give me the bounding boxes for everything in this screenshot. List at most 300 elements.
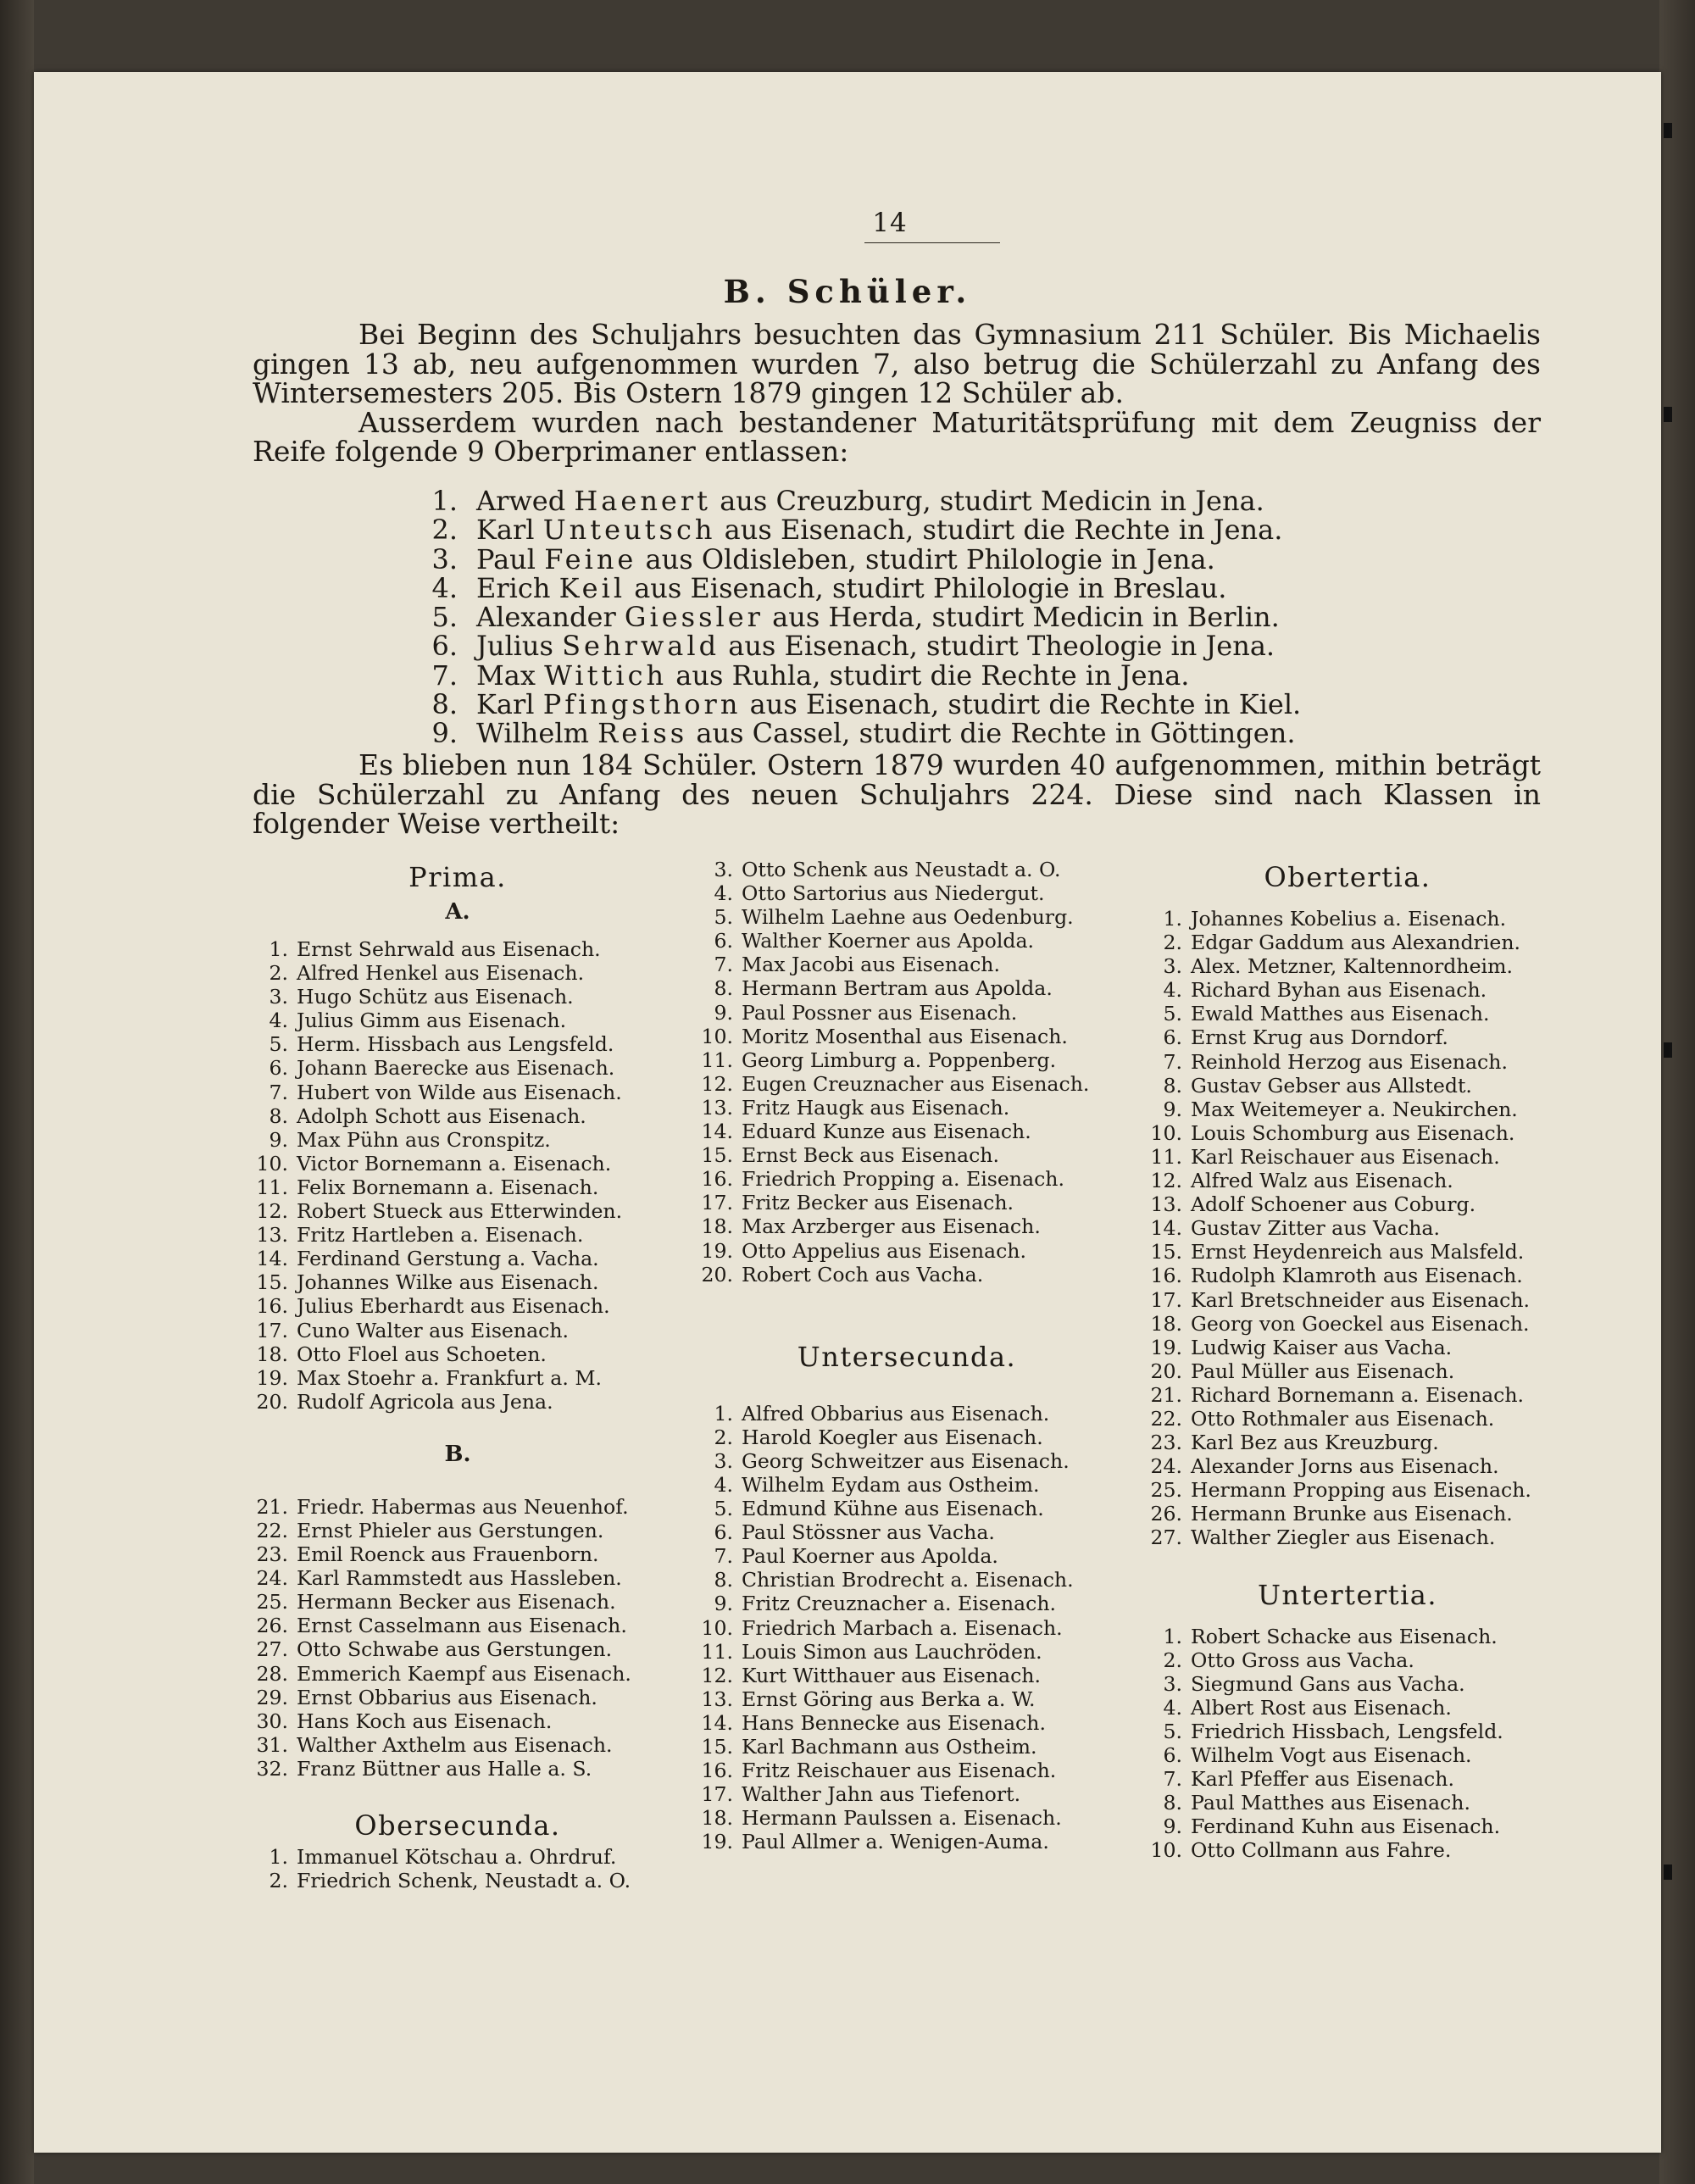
student-name: Paul Koerner aus Apolda. (742, 1544, 998, 1569)
student-row (246, 1247, 670, 1270)
student-name: Ernst Heydenreich aus Malsfeld. (1191, 1240, 1525, 1264)
student-row (1140, 1743, 1555, 1767)
graduate-number: 7. (431, 659, 458, 692)
student-number: 6. (1163, 1025, 1182, 1050)
student-name: Kurt Witthauer aus Eisenach. (742, 1663, 1041, 1687)
student-number: 23. (1150, 1431, 1182, 1455)
student-name: Otto Collmann aus Fahre. (1191, 1838, 1452, 1863)
student-number: 13. (701, 1687, 733, 1711)
student-name: Paul Stössner aus Vacha. (742, 1520, 995, 1545)
student-row (691, 953, 1123, 976)
student-number: 19. (256, 1365, 288, 1390)
graduate-first-name: Karl (476, 514, 535, 547)
student-name: Walther Koerner aus Apolda. (742, 929, 1035, 953)
student-row (691, 1120, 1123, 1143)
student-number: 16. (701, 1759, 733, 1783)
student-number: 26. (1150, 1502, 1182, 1526)
student-number: 17. (1150, 1287, 1182, 1312)
student-row (1140, 1383, 1555, 1407)
student-name: Alfred Walz aus Eisenach. (1191, 1169, 1453, 1193)
student-row (691, 929, 1123, 953)
student-number: 12. (1150, 1169, 1182, 1193)
student-name: Rudolf Agricola aus Jena. (297, 1389, 553, 1414)
graduate-details: aus Eisenach, studirt die Rechte in Kiel. (749, 688, 1302, 721)
student-row (1140, 1025, 1555, 1049)
student-name: Friedrich Schenk, Neustadt a. O. (297, 1869, 631, 1893)
student-row (246, 1319, 670, 1342)
student-row (1140, 954, 1555, 978)
student-name: Friedr. Habermas aus Neuenhof. (297, 1494, 629, 1519)
binding-mark (1664, 1042, 1672, 1058)
student-name: Hans Bennecke aus Eisenach. (742, 1710, 1046, 1735)
student-row (246, 1662, 670, 1686)
graduate-details: aus Eisenach, studirt Theologie in Jena. (728, 630, 1275, 663)
student-number: 10. (1150, 1120, 1182, 1145)
student-number: 11. (701, 1048, 733, 1072)
student-row (246, 985, 670, 1009)
student-row (1140, 1814, 1555, 1838)
student-number: 1. (269, 937, 288, 961)
student-number: 20. (701, 1262, 733, 1287)
student-number: 18. (701, 1214, 733, 1239)
student-number: 19. (1150, 1335, 1182, 1359)
graduate-details: aus Ruhla, studirt die Rechte in Jena. (675, 659, 1190, 692)
student-row (1140, 1502, 1555, 1525)
student-row (1140, 1002, 1555, 1025)
student-row (246, 1869, 670, 1892)
student-name: Johannes Kobelius a. Eisenach. (1191, 907, 1507, 931)
student-name: Cuno Walter aus Eisenach. (297, 1318, 570, 1342)
student-row (246, 1032, 670, 1056)
student-number: 7. (1163, 1767, 1182, 1792)
student-name: Edgar Gaddum aus Alexandrien. (1191, 931, 1521, 955)
student-row (1140, 978, 1555, 1002)
student-row (1140, 1478, 1555, 1502)
student-name: Friedrich Hissbach, Lengsfeld. (1191, 1719, 1503, 1743)
student-name: Karl Reischauer aus Eisenach. (1191, 1144, 1500, 1169)
student-number: 2. (1163, 1648, 1182, 1672)
student-name: Wilhelm Laehne aus Oedenburg. (742, 905, 1074, 930)
student-row (691, 1143, 1123, 1167)
student-row (1140, 1767, 1555, 1791)
student-row (246, 1495, 670, 1519)
student-row (1140, 1720, 1555, 1743)
student-name: Hermann Brunke aus Eisenach. (1191, 1502, 1513, 1526)
student-row (246, 1199, 670, 1223)
student-name: Johannes Wilke aus Eisenach. (297, 1270, 599, 1295)
graduate-number: 6. (431, 630, 458, 663)
student-name: Hermann Propping aus Eisenach. (1191, 1478, 1531, 1503)
student-name: Wilhelm Eydam aus Ostheim. (742, 1472, 1040, 1497)
student-row (1140, 1696, 1555, 1720)
student-row (1140, 1359, 1555, 1383)
student-name: Ernst Göring aus Berka a. W. (742, 1687, 1036, 1711)
student-row (1140, 907, 1555, 931)
student-name: Ernst Casselmann aus Eisenach. (297, 1614, 627, 1638)
student-number: 1. (269, 1845, 288, 1869)
graduate-surname: Sehrwald (562, 630, 720, 663)
student-name: Otto Floel aus Schoeten. (297, 1342, 547, 1366)
student-number: 27. (256, 1637, 288, 1662)
graduate-surname: Giessler (624, 601, 764, 634)
student-row (246, 1081, 670, 1104)
student-number: 8. (714, 1568, 733, 1592)
graduate-number: 5. (431, 601, 458, 634)
student-number: 4. (1163, 978, 1182, 1003)
student-number: 3. (1163, 1671, 1182, 1696)
graduate-first-name: Paul (476, 542, 536, 575)
student-row (246, 1614, 670, 1637)
student-row (691, 976, 1123, 1000)
student-number: 12. (701, 1071, 733, 1096)
student-row (691, 1214, 1123, 1238)
student-number: 6. (269, 1056, 288, 1081)
student-number: 3. (1163, 954, 1182, 979)
student-row (691, 1687, 1123, 1711)
student-number: 28. (256, 1661, 288, 1686)
graduate-details: aus Creuzburg, studirt Medicin in Jena. (720, 485, 1264, 517)
student-name: Herm. Hissbach aus Lengsfeld. (297, 1032, 614, 1057)
student-name: Hubert von Wilde aus Eisenach. (297, 1080, 622, 1104)
page-number: 14 (872, 208, 908, 238)
student-row (246, 1757, 670, 1781)
student-name: Otto Sartorius aus Niedergut. (742, 881, 1045, 906)
graduate-list (398, 486, 1500, 748)
student-name: Karl Pfeffer aus Eisenach. (1191, 1767, 1454, 1792)
student-row (1140, 1407, 1555, 1431)
student-name: Otto Schenk aus Neustadt a. O. (742, 858, 1061, 881)
student-number: 13. (701, 1095, 733, 1120)
student-row (246, 1709, 670, 1733)
student-row (1140, 1791, 1555, 1814)
student-row (691, 1025, 1123, 1048)
student-number: 17. (256, 1318, 288, 1342)
student-row (246, 1566, 670, 1590)
student-row (691, 1001, 1123, 1025)
student-name: Paul Matthes aus Eisenach. (1191, 1791, 1470, 1815)
student-name: Otto Rothmaler aus Eisenach. (1191, 1406, 1495, 1431)
student-name: Otto Gross aus Vacha. (1191, 1648, 1414, 1672)
student-name: Rudolph Klamroth aus Eisenach. (1191, 1264, 1523, 1288)
student-row (691, 1616, 1123, 1640)
student-number: 10. (701, 1024, 733, 1048)
student-name: Immanuel Kötschau a. Ohrdruf. (297, 1845, 617, 1869)
student-row (1140, 1454, 1555, 1478)
graduate-item (398, 601, 1500, 634)
student-number: 1. (1163, 1624, 1182, 1648)
student-number: 11. (1150, 1144, 1182, 1169)
student-row (1140, 1216, 1555, 1240)
student-row (691, 1735, 1123, 1759)
student-name: Alex. Metzner, Kaltennordheim. (1191, 954, 1513, 979)
graduate-details: aus Eisenach, studirt die Rechte in Jena. (724, 514, 1283, 547)
student-number: 8. (269, 1103, 288, 1128)
student-number: 7. (269, 1080, 288, 1104)
graduate-item (398, 514, 1500, 547)
class-heading-untersecunda: Untersecunda. (797, 1340, 1017, 1373)
column-middle (691, 858, 1123, 1853)
student-name: Hans Koch aus Eisenach. (297, 1709, 553, 1733)
student-row (691, 1402, 1123, 1425)
student-name: Ernst Sehrwald aus Eisenach. (297, 937, 601, 961)
student-name: Walther Ziegler aus Eisenach. (1191, 1525, 1496, 1550)
graduate-first-name: Arwed (476, 485, 566, 517)
student-name: Ernst Phieler aus Gerstungen. (297, 1518, 604, 1542)
student-name: Otto Appelius aus Eisenach. (742, 1238, 1026, 1263)
graduate-surname: Haenert (574, 485, 712, 517)
student-number: 16. (256, 1294, 288, 1319)
student-number: 21. (1150, 1382, 1182, 1407)
class-heading-obertertia: Obertertia. (1264, 861, 1431, 893)
student-row (1140, 1169, 1555, 1192)
graduate-first-name: Julius (476, 630, 553, 663)
student-number: 22. (256, 1518, 288, 1542)
graduate-item (398, 630, 1500, 663)
student-row (246, 1270, 670, 1294)
student-name: Paul Allmer a. Wenigen-Auma. (742, 1830, 1049, 1854)
student-name: Fritz Creuznacher a. Eisenach. (742, 1592, 1057, 1616)
student-name: Edmund Kühne aus Eisenach. (742, 1497, 1044, 1521)
student-row (1140, 1838, 1555, 1862)
student-row (246, 1175, 670, 1199)
student-number: 14. (1150, 1216, 1182, 1241)
graduate-number: 4. (431, 571, 458, 604)
student-number: 4. (269, 1009, 288, 1033)
student-number: 1. (1163, 907, 1182, 931)
graduate-surname: Feine (544, 542, 637, 575)
subgroup-heading-b: B. (444, 1441, 471, 1467)
student-number: 15. (701, 1143, 733, 1168)
student-number: 2. (269, 1869, 288, 1893)
student-name: Friedrich Marbach a. Eisenach. (742, 1615, 1063, 1640)
student-number: 14. (701, 1120, 733, 1144)
student-number: 6. (1163, 1743, 1182, 1767)
student-number: 18. (701, 1806, 733, 1831)
student-name: Alfred Obbarius aus Eisenach. (742, 1401, 1050, 1425)
student-number: 17. (701, 1191, 733, 1215)
student-number: 9. (714, 1592, 733, 1616)
student-row (246, 1152, 670, 1175)
student-row (1140, 1074, 1555, 1098)
student-name: Richard Byhan aus Eisenach. (1191, 978, 1487, 1003)
student-row (691, 1520, 1123, 1544)
scan-right-margin (1659, 0, 1695, 2184)
student-name: Robert Stueck aus Etterwinden. (297, 1199, 623, 1224)
student-row (1140, 1192, 1555, 1216)
student-row (691, 1048, 1123, 1072)
intro-block (253, 320, 1541, 467)
student-name: Karl Rammstedt aus Hassleben. (297, 1566, 622, 1591)
student-number: 17. (701, 1782, 733, 1807)
student-number: 5. (714, 1497, 733, 1521)
student-name: Emmerich Kaempf aus Eisenach. (297, 1661, 631, 1686)
graduate-first-name: Wilhelm (476, 717, 589, 750)
student-number: 9. (1163, 1814, 1182, 1839)
class-heading-untertertia: Untertertia. (1257, 1578, 1438, 1611)
student-number: 5. (269, 1032, 288, 1057)
student-number: 11. (256, 1175, 288, 1199)
student-number: 14. (256, 1247, 288, 1271)
student-row (1140, 1525, 1555, 1549)
student-number: 3. (714, 1448, 733, 1473)
student-name: Alfred Henkel aus Eisenach. (297, 961, 585, 986)
column-left (246, 858, 670, 1892)
student-row (691, 1191, 1123, 1214)
graduate-item (398, 542, 1500, 575)
graduate-details: aus Oldisleben, studirt Philologie in Jena. (645, 542, 1215, 575)
student-number: 7. (714, 953, 733, 977)
student-row (691, 1096, 1123, 1120)
student-name: Georg Limburg a. Poppenberg. (742, 1048, 1057, 1072)
student-name: Ludwig Kaiser aus Vacha. (1191, 1335, 1453, 1359)
graduate-surname: Unteutsch (542, 514, 716, 547)
graduate-surname: Wittich (544, 659, 668, 692)
student-number: 6. (714, 1520, 733, 1545)
student-number: 30. (256, 1709, 288, 1733)
student-name: Ewald Matthes aus Eisenach. (1191, 1002, 1490, 1026)
student-number: 8. (714, 976, 733, 1001)
student-row (246, 1686, 670, 1709)
student-row (246, 1223, 670, 1247)
student-number: 26. (256, 1614, 288, 1638)
graduate-item (398, 661, 1500, 690)
student-row (691, 1830, 1123, 1853)
student-name: Ernst Obbarius aus Eisenach. (297, 1685, 597, 1709)
graduate-item (398, 571, 1500, 604)
student-row (246, 1128, 670, 1152)
student-name: Hermann Paulssen a. Eisenach. (742, 1806, 1062, 1831)
student-name: Ernst Beck aus Eisenach. (742, 1143, 999, 1168)
student-name: Paul Possner aus Eisenach. (742, 1000, 1018, 1025)
student-row (691, 881, 1123, 905)
student-number: 13. (1150, 1192, 1182, 1217)
intro-paragraph-2: Ausserdem wurden nach bestandener Maturitätsprüfung mit dem Zeugniss der Reife folgende 9 Oberprimaner entlassen: (253, 405, 1541, 468)
student-name: Albert Rost aus Eisenach. (1191, 1695, 1452, 1720)
student-name: Julius Gimm aus Eisenach. (297, 1009, 567, 1033)
student-row (246, 1056, 670, 1080)
student-number: 4. (1163, 1695, 1182, 1720)
student-number: 27. (1150, 1525, 1182, 1550)
graduate-number: 3. (431, 542, 458, 575)
graduate-surname: Keil (559, 571, 626, 604)
student-name: Adolph Schott aus Eisenach. (297, 1103, 586, 1128)
student-number: 15. (1150, 1240, 1182, 1264)
graduate-item (398, 486, 1500, 515)
student-number: 25. (256, 1590, 288, 1614)
student-row (246, 1519, 670, 1542)
student-row (1140, 1264, 1555, 1287)
student-name: Alexander Jorns aus Eisenach. (1191, 1454, 1499, 1479)
student-name: Fritz Reischauer aus Eisenach. (742, 1759, 1057, 1783)
scan-left-edge (0, 0, 34, 2184)
graduate-details: aus Herda, studirt Medicin in Berlin. (772, 601, 1280, 634)
page-number-rule (864, 242, 1000, 243)
student-name: Harold Koegler aus Eisenach. (742, 1425, 1043, 1449)
student-row (246, 1294, 670, 1318)
student-name: Max Jacobi aus Eisenach. (742, 953, 1001, 977)
intro-paragraph-1: Bei Beginn des Schuljahrs besuchten das Gymnasium 211 Schüler. Bis Michaelis gingen 13 ab, neu aufgenommen wurden 7, also betrug die Schülerzahl zu Anfang des Wintersemesters 205. Bis Ostern 1879 gingen 12 Schüler ab. (253, 318, 1541, 409)
graduate-details: aus Cassel, studirt die Rechte in Göttingen. (696, 717, 1296, 750)
student-number: 23. (256, 1542, 288, 1567)
student-number: 12. (701, 1663, 733, 1687)
graduate-number: 9. (431, 717, 458, 750)
graduate-details: aus Eisenach, studirt Philologie in Breslau. (634, 571, 1227, 604)
student-row (1140, 1240, 1555, 1264)
student-row (1140, 1625, 1555, 1648)
student-row (246, 1845, 670, 1869)
student-number: 9. (1163, 1097, 1182, 1121)
student-name: Emil Roenck aus Frauenborn. (297, 1542, 599, 1567)
student-name: Richard Bornemann a. Eisenach. (1191, 1382, 1525, 1407)
student-row (246, 1542, 670, 1566)
student-row (1140, 1050, 1555, 1074)
graduate-number: 2. (431, 514, 458, 547)
student-number: 5. (1163, 1719, 1182, 1743)
graduate-item (398, 717, 1500, 750)
student-row (691, 1544, 1123, 1568)
student-name: Julius Eberhardt aus Eisenach. (297, 1294, 610, 1319)
student-row (691, 1072, 1123, 1096)
student-row (691, 1449, 1123, 1473)
student-name: Walther Jahn aus Tiefenort. (742, 1782, 1021, 1807)
student-name: Eugen Creuznacher aus Eisenach. (742, 1071, 1090, 1096)
student-row (1140, 1431, 1555, 1454)
student-name: Max Pühn aus Cronspitz. (297, 1127, 551, 1152)
student-number: 18. (1150, 1311, 1182, 1336)
student-name: Karl Bachmann aus Ostheim. (742, 1735, 1037, 1759)
closing-block (253, 748, 1541, 840)
student-row (246, 1637, 670, 1661)
student-row (1140, 931, 1555, 954)
student-row (1140, 1121, 1555, 1145)
student-number: 4. (714, 881, 733, 906)
student-name: Fritz Haugk aus Eisenach. (742, 1095, 1010, 1120)
student-row (691, 1592, 1123, 1615)
student-number: 20. (256, 1389, 288, 1414)
student-name: Moritz Mosenthal aus Eisenach. (742, 1024, 1068, 1048)
student-row (246, 1733, 670, 1757)
student-row (246, 961, 670, 985)
student-row (691, 1473, 1123, 1497)
student-row (691, 1711, 1123, 1735)
student-row (1140, 1145, 1555, 1169)
graduate-number: 1. (431, 485, 458, 517)
student-number: 11. (701, 1639, 733, 1664)
student-name: Karl Bretschneider aus Eisenach. (1191, 1287, 1531, 1312)
student-row (691, 1497, 1123, 1520)
student-name: Max Arzberger aus Eisenach. (742, 1214, 1041, 1239)
student-number: 5. (714, 905, 733, 930)
student-name: Friedrich Propping a. Eisenach. (742, 1167, 1064, 1192)
student-row (246, 1009, 670, 1032)
student-number: 3. (714, 858, 733, 881)
student-number: 12. (256, 1199, 288, 1224)
student-row (1140, 1336, 1555, 1359)
student-number: 14. (701, 1710, 733, 1735)
student-number: 3. (269, 985, 288, 1009)
graduate-first-name: Max (476, 659, 536, 692)
student-number: 29. (256, 1685, 288, 1709)
student-row (691, 905, 1123, 929)
student-number: 1. (714, 1401, 733, 1425)
student-name: Otto Schwabe aus Gerstungen. (297, 1637, 613, 1662)
student-name: Wilhelm Vogt aus Eisenach. (1191, 1743, 1472, 1767)
section-title: B. Schüler. (723, 273, 972, 310)
student-row (691, 1782, 1123, 1806)
student-row (246, 1366, 670, 1390)
graduate-number: 8. (431, 688, 458, 721)
student-row (691, 1664, 1123, 1687)
